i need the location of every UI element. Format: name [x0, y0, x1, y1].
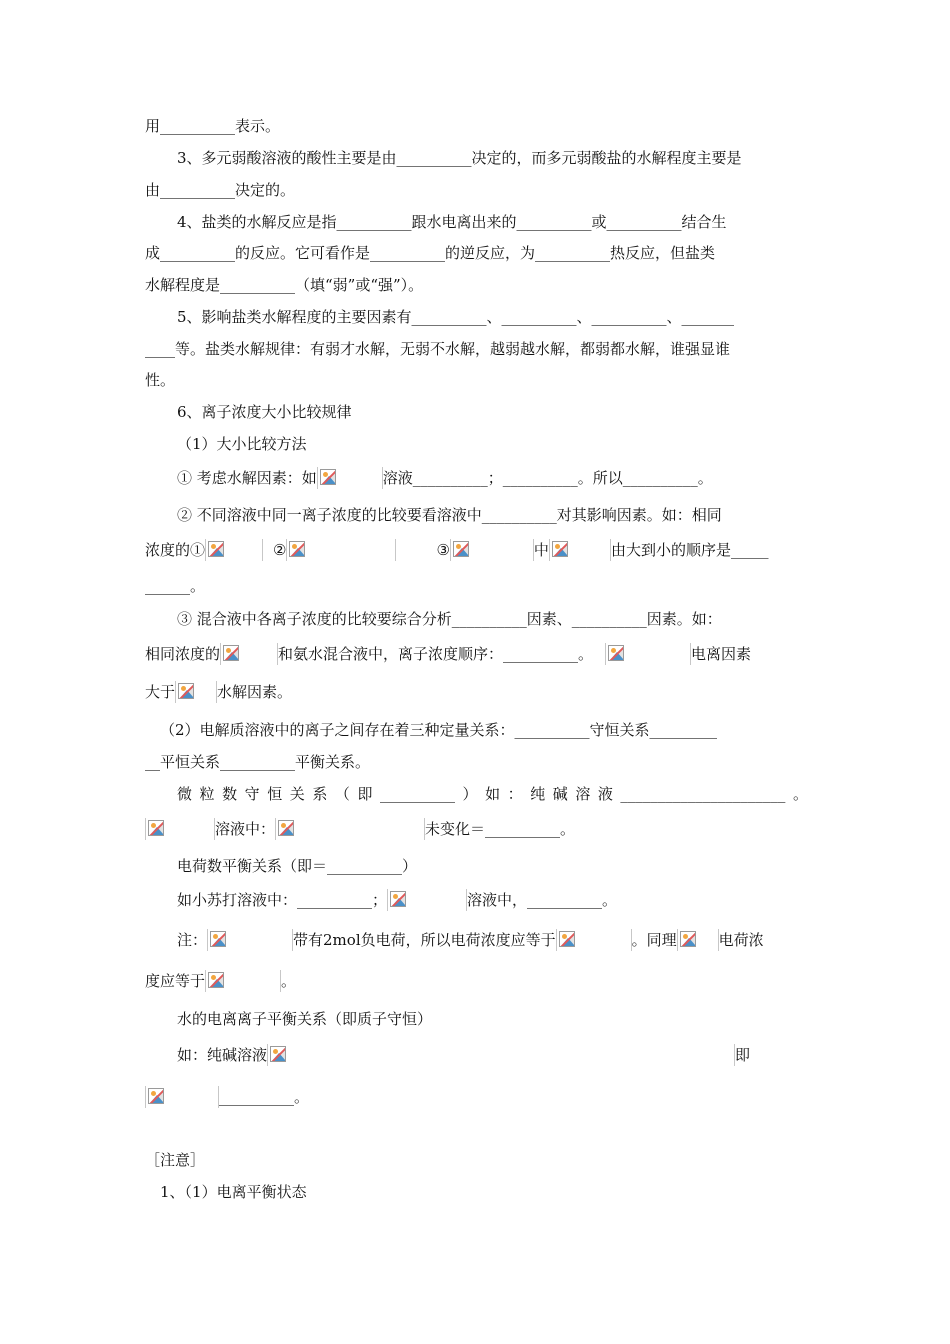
- text-line: __平恒关系__________平衡关系。: [145, 753, 371, 771]
- text-line: 3、多元弱酸溶液的酸性主要是由__________决定的，而多元弱酸盐的水解程度主要是: [177, 149, 742, 167]
- text-run: 注：: [177, 931, 208, 949]
- formula-image: [205, 539, 263, 561]
- text-line: 水的电离离子平衡关系（即质子守恒）: [177, 1010, 433, 1028]
- text-line: 微粒数守恒关系（即__________）如：纯碱溶液______________________。: [177, 785, 808, 803]
- text-line: （1）大小比较方法: [177, 435, 307, 453]
- text-run: 溶液中，__________。: [467, 891, 618, 909]
- text-run: ③: [436, 541, 450, 559]
- text-run: 未变化＝__________。: [425, 820, 576, 838]
- formula-image: [556, 929, 632, 951]
- formula-image: [267, 1044, 735, 1066]
- text-run: 度应等于: [145, 972, 206, 990]
- formula-image: [450, 539, 534, 561]
- text-run: 大于: [145, 683, 176, 701]
- text-line: [177, 467, 808, 489]
- text-line: ③ 混合液中各离子浓度的比较要综合分析__________因素、__________因素。如：: [177, 610, 722, 628]
- text-run: 即: [735, 1046, 751, 1064]
- text-line: ____等。盐类水解规律：有弱才水解，无弱不水解，越弱越水解，都弱都水解，谁强显谁: [145, 340, 731, 358]
- formula-image: [286, 539, 396, 561]
- text-line: 1、（1）电离平衡状态: [160, 1183, 307, 1201]
- broken-image-icon: [289, 541, 305, 557]
- text-run: 溶液__________；__________。所以__________。: [382, 469, 713, 487]
- text-line: [177, 1044, 808, 1066]
- broken-image-icon: [278, 820, 294, 836]
- broken-image-icon: [270, 1046, 286, 1062]
- text-line: 性。: [145, 371, 176, 389]
- broken-image-icon: [680, 931, 696, 947]
- text-run: 相同浓度的: [145, 645, 221, 663]
- text-line: [145, 970, 808, 992]
- text-line: 5、影响盐类水解程度的主要因素有__________、__________、__________、_______: [177, 308, 735, 326]
- broken-image-icon: [148, 820, 164, 836]
- text-run: 中: [533, 541, 549, 559]
- text-run: 如小苏打溶液中：__________；: [177, 891, 388, 909]
- text-line: [145, 1086, 808, 1108]
- text-run: 溶液中：: [215, 820, 276, 838]
- text-line: 由__________决定的。: [145, 181, 296, 199]
- broken-image-icon: [210, 931, 226, 947]
- text-line: ______。: [145, 577, 206, 595]
- broken-image-icon: [390, 891, 406, 907]
- text-run: 如：纯碱溶液: [177, 1046, 268, 1064]
- text-run: 水解因素。: [217, 683, 293, 701]
- text-run: __________。: [219, 1088, 310, 1106]
- broken-image-icon: [148, 1088, 164, 1104]
- text-line: [177, 889, 808, 911]
- broken-image-icon: [559, 931, 575, 947]
- broken-image-icon: [320, 469, 336, 485]
- formula-image: [549, 539, 611, 561]
- text-line: 水解程度是__________（填“弱”或“强”）。: [145, 276, 424, 294]
- formula-image: [175, 681, 217, 703]
- text-run: ① 考虑水解因素：如: [177, 469, 317, 487]
- text-run: 由大到小的顺序是_____: [610, 541, 769, 559]
- formula-image: [387, 889, 467, 911]
- broken-image-icon: [208, 972, 224, 988]
- text-run: 。: [281, 972, 297, 990]
- text-line: [145, 818, 808, 840]
- text-run: 和氨水混合液中，离子浓度顺序：__________。: [278, 645, 594, 663]
- text-line: 6、离子浓度大小比较规律: [177, 403, 352, 421]
- broken-image-icon: [552, 541, 568, 557]
- text-run: 浓度的①: [145, 541, 206, 559]
- formula-image: [605, 643, 691, 665]
- formula-image: [220, 643, 278, 665]
- text-run: 电荷浓: [718, 931, 764, 949]
- text-line: 成__________的反应。它可看作是__________的逆反应，为__________热反应，但盐类: [145, 244, 716, 262]
- formula-image: [207, 929, 293, 951]
- broken-image-icon: [178, 683, 194, 699]
- text-line: （2）电解质溶液中的离子之间存在着三种定量关系：__________守恒关系_________: [160, 721, 718, 739]
- broken-image-icon: [453, 541, 469, 557]
- formula-image: [205, 970, 281, 992]
- text-line: [177, 929, 808, 951]
- text-line: 4、盐类的水解反应是指__________跟水电离出来的__________或__________结合生: [177, 213, 727, 231]
- broken-image-icon: [608, 645, 624, 661]
- formula-image: [145, 818, 215, 840]
- text-line: ［注意］: [145, 1151, 206, 1169]
- text-line: 用__________表示。: [145, 117, 281, 135]
- formula-image: [275, 818, 425, 840]
- formula-image: [677, 929, 719, 951]
- broken-image-icon: [223, 645, 239, 661]
- text-line: 电荷数平衡关系（即＝__________）: [177, 857, 418, 875]
- broken-image-icon: [208, 541, 224, 557]
- formula-image: [145, 1086, 219, 1108]
- formula-image: [317, 467, 383, 489]
- text-run: ②: [273, 541, 287, 559]
- text-line: [145, 643, 808, 665]
- text-line: ② 不同溶液中同一离子浓度的比较要看溶液中__________对其影响因素。如：相同: [177, 506, 722, 524]
- text-run: 电离因素: [691, 645, 752, 663]
- text-run: 。同理: [631, 931, 677, 949]
- text-line: [145, 539, 808, 561]
- text-line: [145, 681, 808, 703]
- text-run: 带有2mol负电荷，所以电荷浓度应等于: [293, 931, 556, 949]
